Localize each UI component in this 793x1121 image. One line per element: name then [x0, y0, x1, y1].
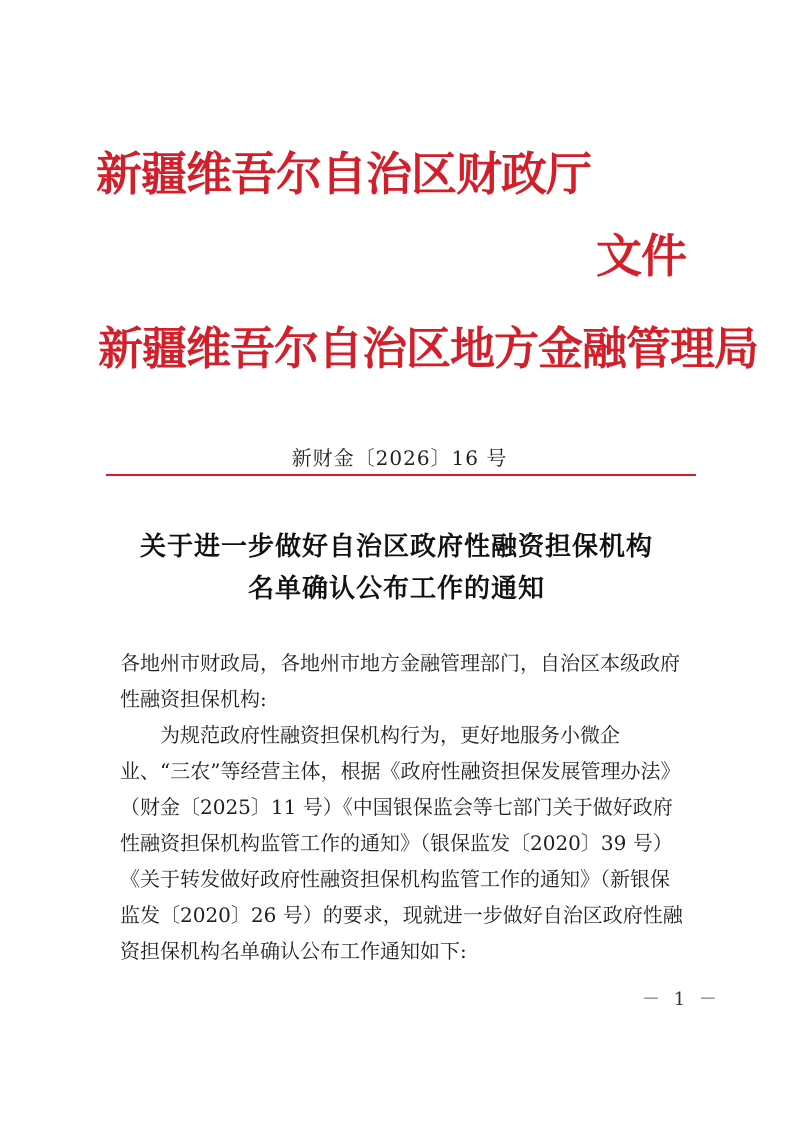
- issuer-header-line-3: 新疆维吾尔自治区地方金融管理局: [98, 322, 759, 375]
- red-divider: [106, 474, 696, 476]
- document-title-line-2: 名单确认公布工作的通知: [247, 574, 545, 604]
- page-number: － 1 －: [642, 989, 721, 1010]
- body-paragraph: 为规范政府性融资担保机构行为，更好地服务小微企业、“三农”等经营主体，根据《政府性融资担保发展管理办法》（财金〔2025〕11 号）《中国银保监会等七部门关于做好政府性融资担保机构监管工作的通知》（银保监发〔2020〕39 号）《关于转发做好政府性融资担保机构监管工作的通知》（新银保监发〔2020〕26 号）的要求，现就进一步做好自治区政府性融资担保机构名单确认公布工作通知如下:: [120, 723, 683, 963]
- issuer-header-line-1: 新疆维吾尔自治区财政厅: [96, 147, 591, 201]
- document-number: 新财金〔2026〕16 号: [291, 446, 508, 470]
- salutation: 各地州市财政局，各地州市地方金融管理部门，自治区本级政府性融资担保机构:: [120, 651, 680, 711]
- document-title-line-1: 关于进一步做好自治区政府性融资担保机构: [139, 532, 653, 562]
- issuer-header-line-2: 文件: [596, 229, 686, 283]
